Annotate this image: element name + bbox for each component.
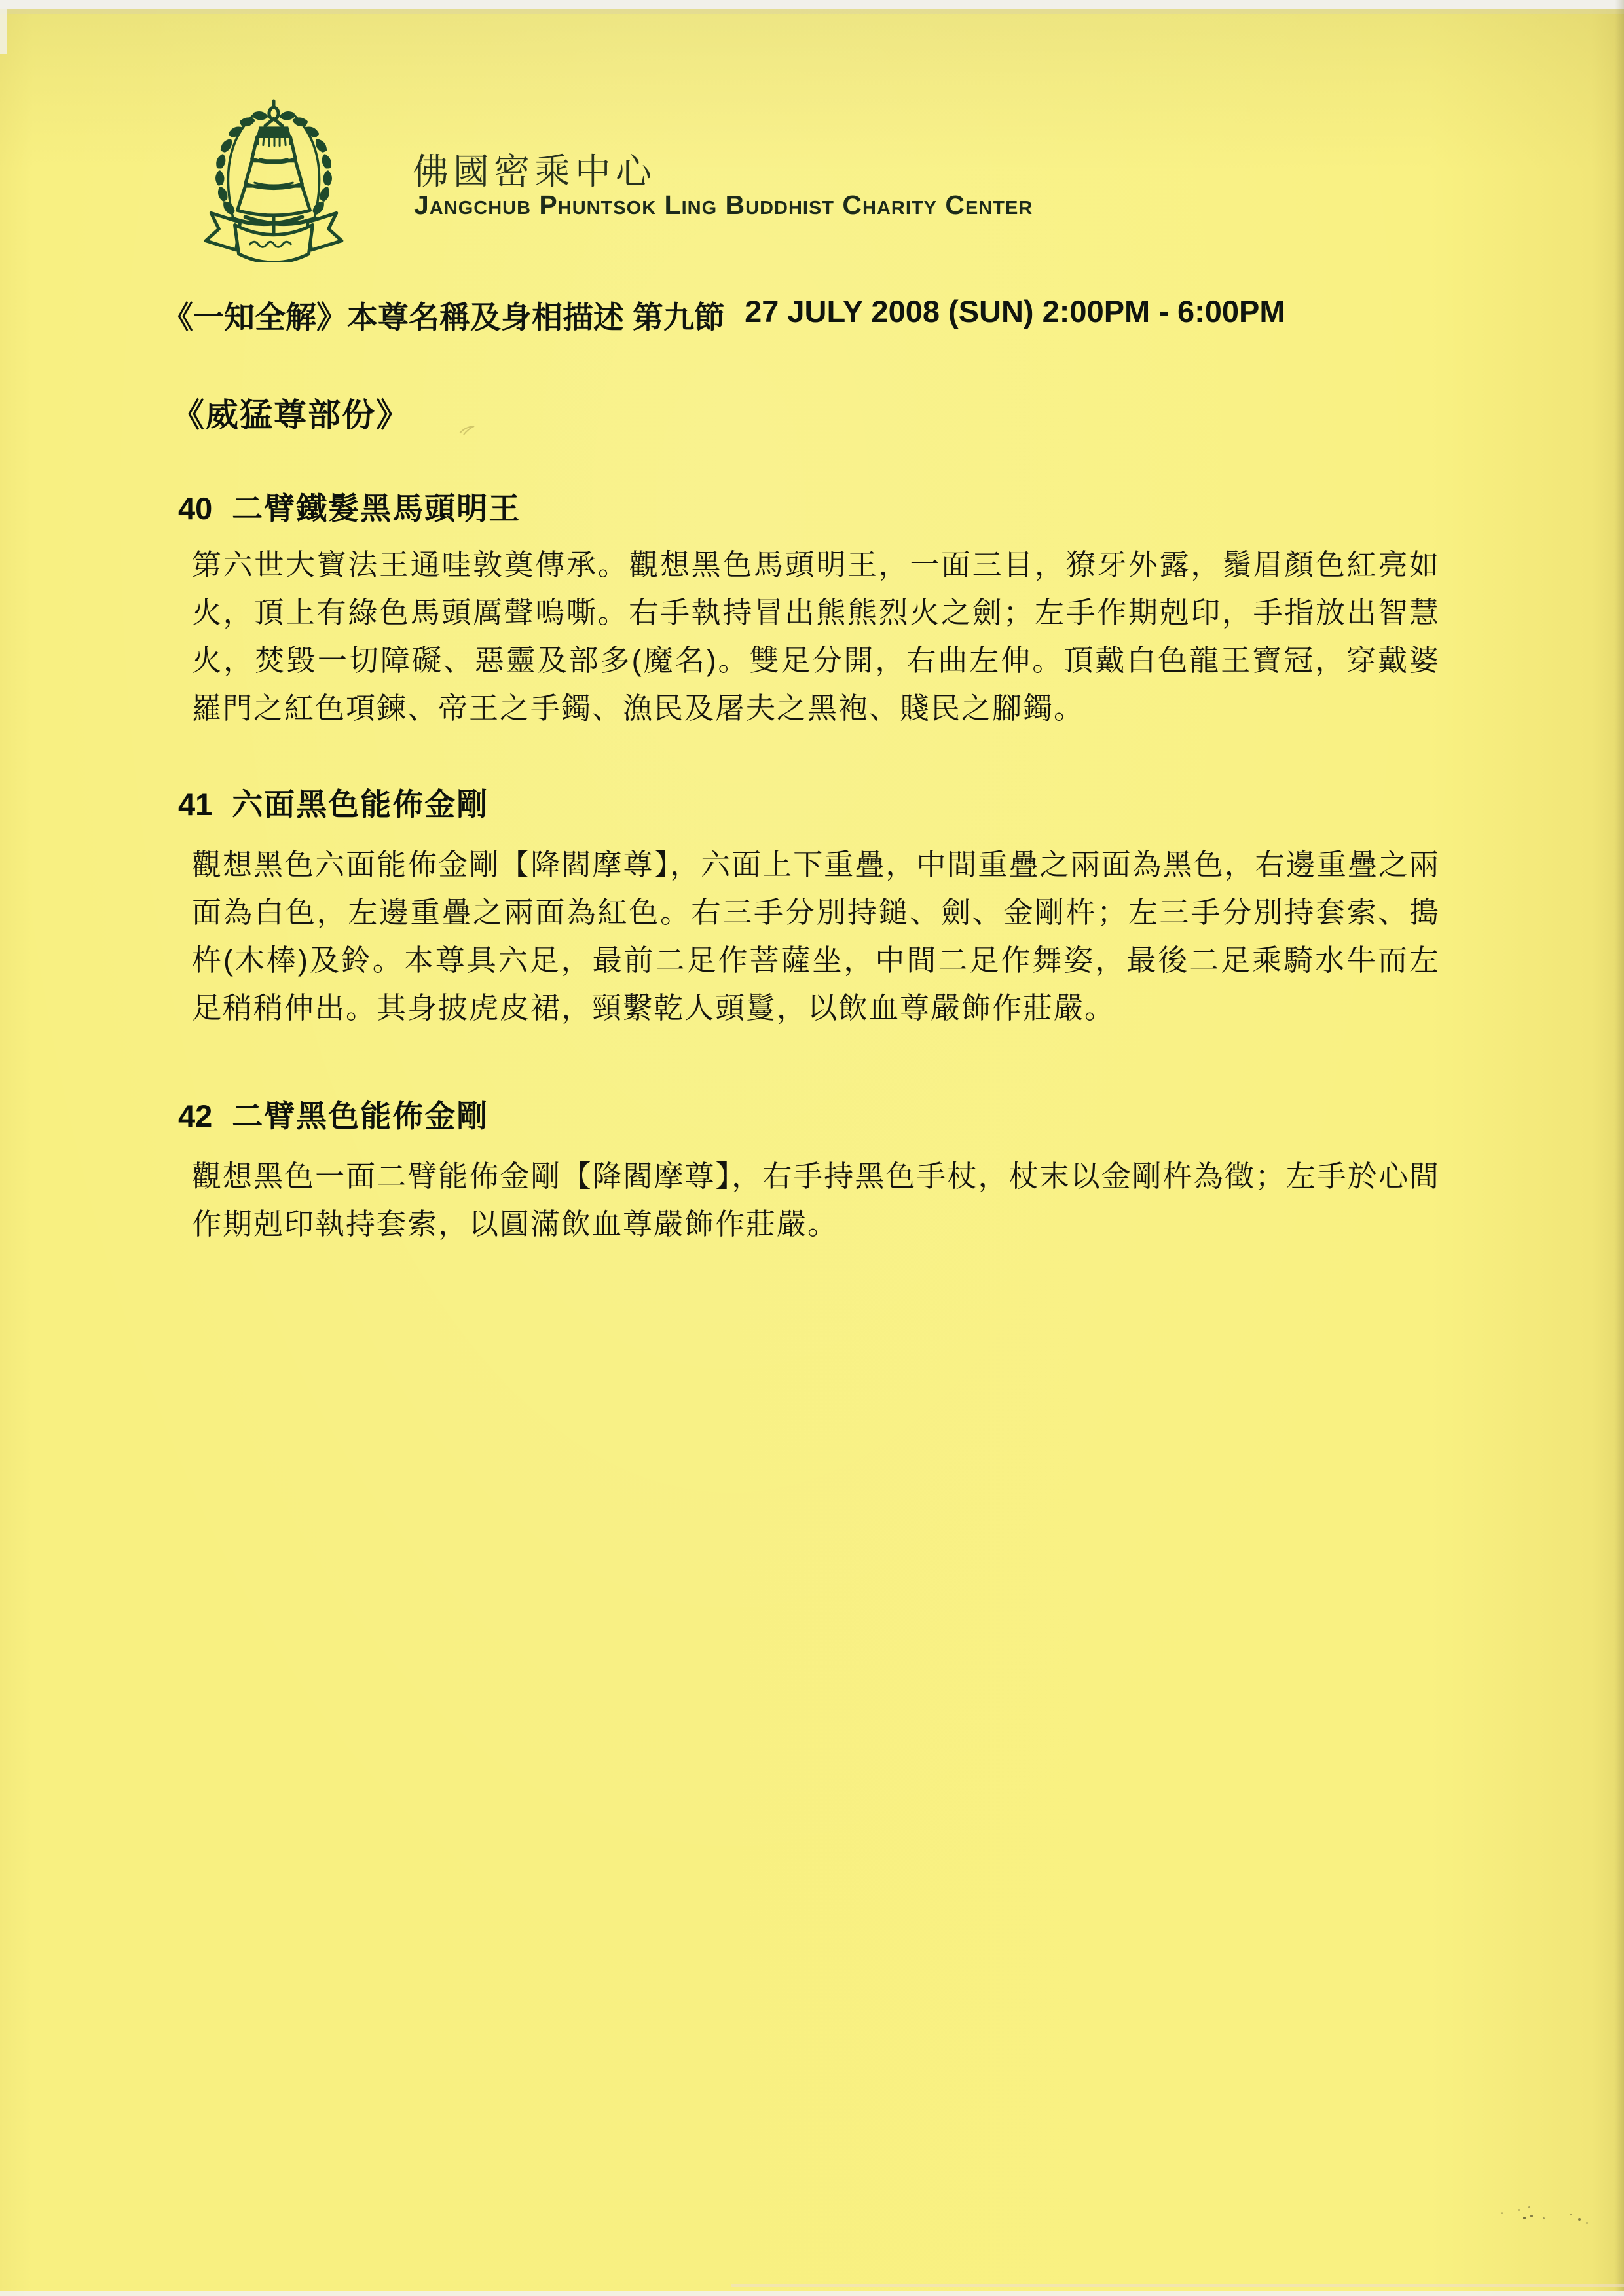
scan-speck bbox=[1543, 2217, 1545, 2219]
entry-number: 40 bbox=[178, 491, 213, 526]
entry-description: 觀想黑色一面二臂能佈金剛【降閻摩尊】，右手持黑色手杖，杖末以金剛杵為徵；左手於心間作期剋印執持套索，以圓滿飲血尊嚴飾作莊嚴。 bbox=[192, 1159, 1440, 1241]
entry-heading bbox=[178, 780, 489, 824]
scanner-corner-edge bbox=[0, 9, 7, 54]
scan-speck bbox=[1518, 2209, 1520, 2211]
entry-heading bbox=[178, 1092, 489, 1136]
scan-speck bbox=[1501, 2212, 1503, 2214]
pen-mark-artifact bbox=[458, 424, 475, 436]
victory-banner-emblem-icon bbox=[191, 97, 356, 262]
entry-name: 二臂黑色能佈金剛 bbox=[232, 1099, 489, 1133]
scan-speck bbox=[1528, 2206, 1530, 2208]
paper-top-edge bbox=[0, 9, 1624, 14]
scanner-bottom-line bbox=[731, 2284, 1624, 2287]
entry-name: 二臂鐵髮黑馬頭明王 bbox=[232, 491, 521, 526]
document-title bbox=[162, 293, 1472, 337]
entry-number: 41 bbox=[178, 787, 213, 822]
scanner-bottom-edge bbox=[0, 2291, 1624, 2296]
scanner-top-edge bbox=[0, 0, 1624, 9]
scanner-right-shadow bbox=[1615, 0, 1624, 2296]
document-title-date: 27 JULY 2008 (SUN) 2:00PM - 6:00PM bbox=[745, 294, 1285, 329]
scan-speck bbox=[1586, 2222, 1588, 2224]
scan-speck bbox=[1523, 2217, 1526, 2219]
document-title-chinese: 《一知全解》本尊名稱及身相描述 第九節 bbox=[162, 300, 726, 335]
organization-logo bbox=[191, 97, 356, 262]
scan-speck bbox=[1578, 2218, 1581, 2221]
org-name-chinese: 佛國密乘中心 bbox=[413, 151, 657, 192]
scan-speck bbox=[1530, 2215, 1533, 2217]
entry-name: 六面黑色能佈金剛 bbox=[232, 787, 489, 822]
section-heading: 《威猛尊部份》 bbox=[172, 397, 410, 433]
entry-number: 42 bbox=[178, 1099, 213, 1133]
entry-description: 觀想黑色六面能佈金剛【降閻摩尊】，六面上下重疊，中間重疊之兩面為黑色，右邊重疊之兩面為白色，左邊重疊之兩面為紅色。右三手分別持鎚、劍、金剛杵；左三手分別持套索、搗杵(木棒)及鈴。本尊具六足，最前二足作菩薩坐，中間二足作舞姿，最後二足乘騎水牛而左足稍稍伸出。其身披虎皮裙，頸繫乾人頭鬘，以飲血尊嚴飾作莊嚴。 bbox=[192, 848, 1440, 1025]
entry-heading bbox=[178, 484, 521, 528]
org-name-english: Jangchub Phuntsok Ling Buddhist Charity Center bbox=[414, 190, 1033, 220]
entry-description: 第六世大寶法王通哇敦奠傳承。觀想黑色馬頭明王，一面三目，獠牙外露，鬚眉顏色紅亮如火，頂上有綠色馬頭厲聲嗚嘶。右手執持冒出熊熊烈火之劍；左手作期剋印，手指放出智慧火，焚毀一切障礙、惡靈及部多(魔名)。雙足分開，右曲左伸。頂戴白色龍王寶冠，穿戴婆羅門之紅色項鍊、帝王之手鐲、漁民及屠夫之黑袍、賤民之腳鐲。 bbox=[192, 548, 1440, 725]
scan-speck bbox=[1570, 2214, 1572, 2215]
